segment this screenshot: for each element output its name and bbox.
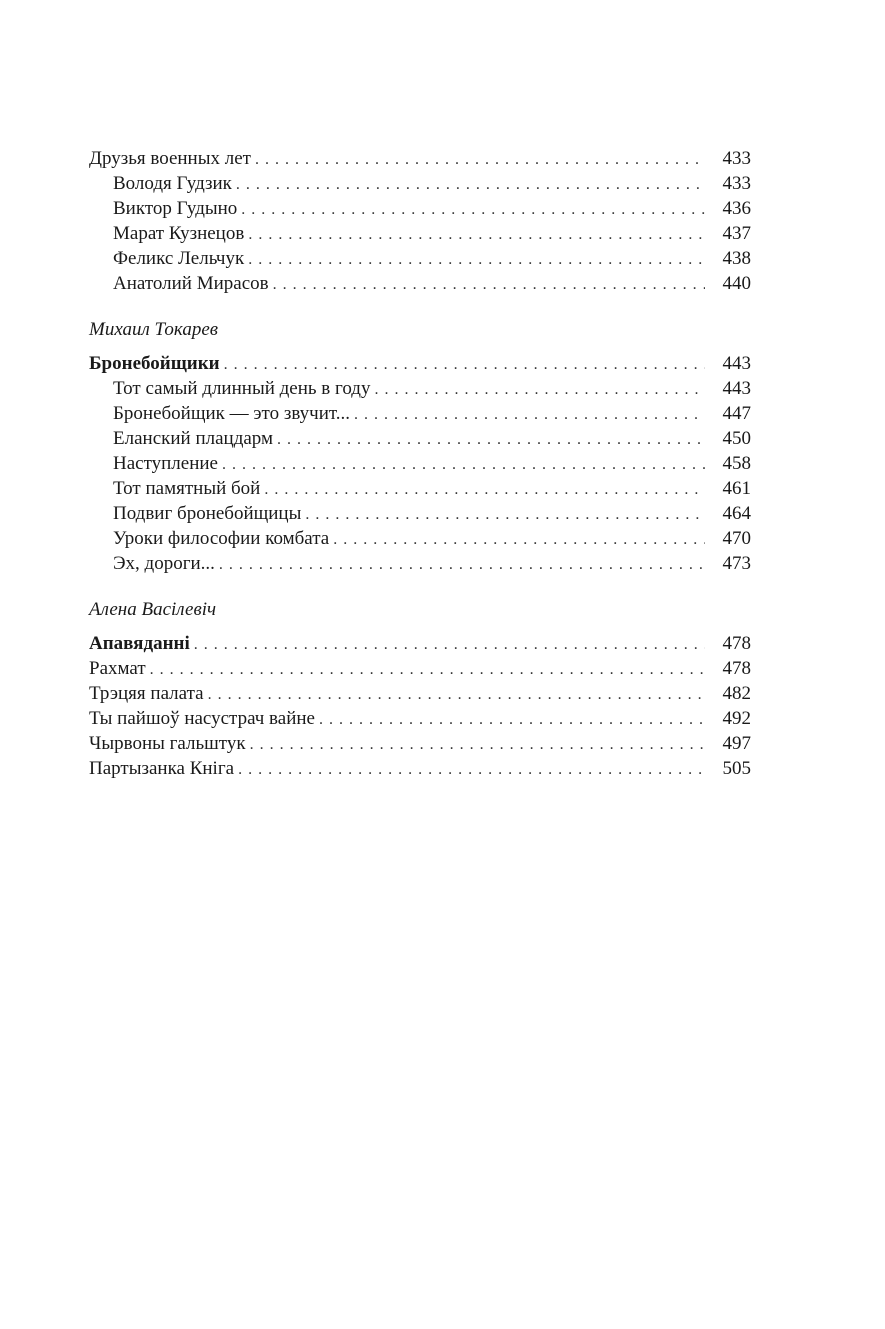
dot-leader: [354, 402, 705, 427]
toc-entry-title: Анатолий Мирасов: [113, 273, 269, 294]
toc-entry-page: 443: [722, 378, 751, 399]
toc-entry-title: Трэцяя палата: [89, 683, 204, 704]
dot-leader: [248, 247, 705, 272]
toc-entry-title: Эх, дороги...: [113, 553, 215, 574]
toc-entry-page: 473: [722, 553, 751, 574]
toc-entry: [89, 706, 751, 731]
dot-leader: [219, 552, 705, 577]
toc-entry-title: Тот самый длинный день в году: [113, 378, 371, 399]
toc-entry-title: Чырвоны гальштук: [89, 733, 246, 754]
toc-entry-page: 505: [722, 758, 751, 779]
toc-entry-page: 492: [722, 708, 751, 729]
toc-entry: [89, 271, 751, 296]
dot-leader: [374, 377, 705, 402]
toc-entry-page: 470: [722, 528, 751, 549]
dot-leader: [277, 427, 705, 452]
dot-leader: [273, 272, 705, 297]
toc-entry: [89, 171, 751, 196]
toc-entry: [89, 526, 751, 551]
toc-entry-page: 447: [722, 403, 751, 424]
toc-entry: [89, 551, 751, 576]
toc-entry: [89, 401, 751, 426]
dot-leader: [248, 222, 705, 247]
toc-entry: [89, 681, 751, 706]
toc-entry-title: Апавяданні: [89, 633, 190, 654]
dot-leader: [222, 452, 705, 477]
dot-leader: [150, 657, 705, 682]
toc-entry-title: Бронебойщик — это звучит...: [113, 403, 351, 424]
table-of-contents: [89, 146, 751, 781]
author-name: Алена Васілевіч: [89, 599, 217, 620]
toc-entry-page: 461: [722, 478, 751, 499]
toc-entry-page: 458: [722, 453, 751, 474]
toc-entry-title: Друзья военных лет: [89, 148, 251, 169]
toc-entry-title: Уроки философии комбата: [113, 528, 330, 549]
dot-leader: [255, 147, 705, 172]
dot-leader: [236, 172, 705, 197]
dot-leader: [238, 757, 705, 782]
toc-entry: [89, 196, 751, 221]
toc-entry-title: Виктор Гудыно: [113, 198, 238, 219]
toc-entry: [89, 476, 751, 501]
toc-entry: [89, 351, 751, 376]
toc-entry-page: 497: [722, 733, 751, 754]
dot-leader: [194, 632, 705, 657]
dot-leader: [241, 197, 705, 222]
toc-entry-page: 440: [722, 273, 751, 294]
author-name: Михаил Токарев: [89, 319, 219, 340]
toc-entry-title: Тот памятный бой: [113, 478, 261, 499]
toc-entry-title: Партызанка Кніга: [89, 758, 235, 779]
dot-leader: [333, 527, 705, 552]
toc-entry-page: 478: [722, 633, 751, 654]
dot-leader: [264, 477, 705, 502]
toc-entry-page: 443: [722, 353, 751, 374]
toc-entry-page: 464: [722, 503, 751, 524]
toc-entry: [89, 451, 751, 476]
dot-leader: [305, 502, 705, 527]
toc-entry-title: Наступление: [113, 453, 218, 474]
toc-entry: [89, 246, 751, 271]
dot-leader: [250, 732, 705, 757]
toc-entry: [89, 146, 751, 171]
toc-section: [89, 317, 751, 576]
toc-entry: [89, 756, 751, 781]
toc-section: [89, 597, 751, 781]
toc-entry-page: 437: [722, 223, 751, 244]
toc-entry-title: Феликс Лельчук: [113, 248, 245, 269]
toc-entry-title: Володя Гудзик: [113, 173, 232, 194]
toc-section: [89, 146, 751, 296]
dot-leader: [208, 682, 705, 707]
toc-entry: [89, 426, 751, 451]
toc-entry-title: Ты пайшоў насустрач вайне: [89, 708, 315, 729]
toc-entry: [89, 376, 751, 401]
toc-entry: [89, 501, 751, 526]
toc-entry-page: 433: [722, 148, 751, 169]
toc-entry-page: 450: [722, 428, 751, 449]
toc-entry-page: 478: [722, 658, 751, 679]
toc-entry-title: Бронебойщики: [89, 353, 220, 374]
dot-leader: [224, 352, 705, 377]
toc-entry-title: Еланский плацдарм: [113, 428, 274, 449]
toc-entry: [89, 656, 751, 681]
toc-entry-page: 482: [722, 683, 751, 704]
toc-entry-title: Подвиг бронебойщицы: [113, 503, 302, 524]
toc-entry: [89, 731, 751, 756]
toc-entry-page: 433: [722, 173, 751, 194]
toc-entry: [89, 631, 751, 656]
toc-entry-page: 436: [722, 198, 751, 219]
toc-entry-title: Рахмат: [89, 658, 146, 679]
toc-entry-page: 438: [722, 248, 751, 269]
dot-leader: [319, 707, 705, 732]
toc-entry: [89, 221, 751, 246]
toc-entry-title: Марат Кузнецов: [113, 223, 245, 244]
